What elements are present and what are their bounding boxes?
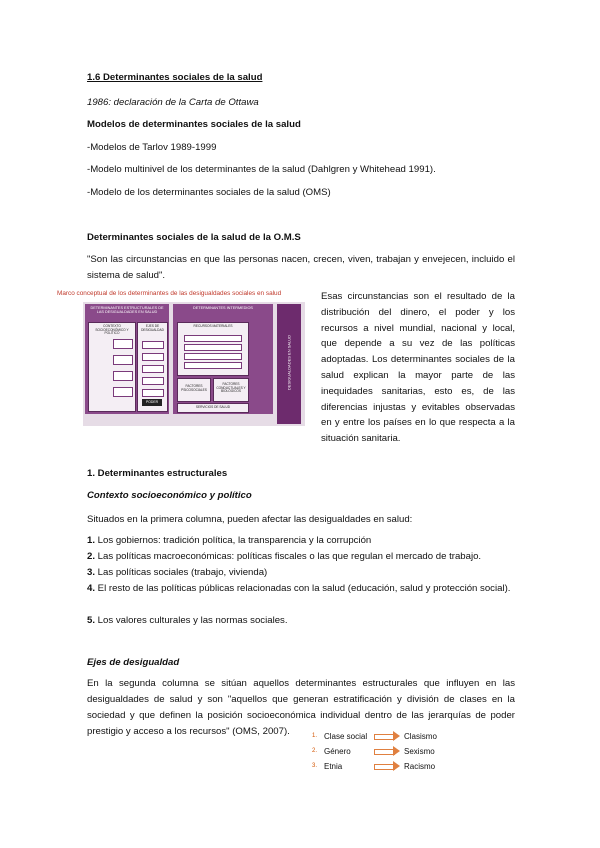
health-inequalities-bar: [277, 304, 301, 424]
behavioral-label: FACTORES CONDUCTUALES Y BIOLÓGICOS: [216, 382, 246, 394]
modelo-item: -Modelo multinivel de los determinantes de la salud (Dahlgren y Whitehead 1991).: [87, 164, 436, 175]
axes-item: [142, 353, 164, 361]
intermediate-column: [173, 304, 273, 414]
behavioral-box: [213, 378, 249, 402]
modelo-item: -Modelo de los determinantes sociales de la salud (OMS): [87, 187, 331, 198]
oms-title: Determinantes sociales de la salud de la O.M.S: [87, 232, 301, 243]
list-item: 2. Las políticas macroeconómicas: políticas fiscales o las que regulan el mercado de trabajo.: [87, 551, 482, 562]
context-box: [88, 322, 136, 412]
resource-item: [184, 362, 242, 369]
structural-column-title: DETERMINANTES ESTRUCTURALES DE LAS DESIGUALDADES EN SALUD: [90, 306, 164, 315]
context-item: [113, 387, 133, 397]
structural-title: 1. Determinantes estructurales: [87, 468, 228, 479]
ottawa-line: 1986: declaración de la Carta de Ottawa: [87, 97, 259, 108]
context-title: Contexto socioeconómico y político: [87, 490, 252, 501]
list-item: 3. Las políticas sociales (trabajo, vivienda): [87, 567, 268, 578]
resource-item: [184, 344, 242, 351]
intermediate-column-title: DETERMINANTES INTERMEDIOS: [193, 306, 253, 310]
axes-diagram: [312, 729, 512, 777]
resource-item: [184, 335, 242, 342]
list-item: 1. Los gobiernos: tradición política, la transparencia y la corrupción: [87, 535, 372, 546]
psychosocial-box: [177, 378, 211, 402]
arrow-right-icon: [374, 747, 400, 755]
arrow-right-icon: [374, 732, 400, 740]
health-inequalities-label: DESIGUALDADES EN SALUD: [286, 334, 292, 391]
axes-item: [142, 341, 164, 349]
section-heading: 1.6 Determinantes sociales de la salud: [87, 72, 263, 83]
axes-row: 3. Etnia Racismo: [312, 761, 436, 771]
figure-side-text: Esas circunstancias son el resultado de la distribución del dinero, el poder y los recursos a nivel mundial, nacional y local, que depende a su vez de las políticas adoptadas. Los determinantes sociales de la salud explican la mayor parte de las inequidades sanitarias, esto es, de las diferencias injustas y evitables observadas en y entre los países en lo que respecta a la situación sanitaria.: [321, 291, 515, 445]
axes-item: [142, 377, 164, 385]
axes-item: [142, 389, 164, 397]
modelo-item: -Modelos de Tarlov 1989-1999: [87, 142, 217, 153]
health-services-label: SERVICIOS DE SALUD: [195, 405, 231, 409]
figure-diagram: [83, 302, 305, 426]
context-label: CONTEXTO SOCIOECONÓMICO Y POLÍTICO: [95, 324, 129, 336]
resource-item: [184, 353, 242, 360]
conceptual-framework-figure: [57, 290, 315, 442]
power-box: PODER: [142, 399, 162, 406]
context-item: [113, 371, 133, 381]
context-item: [113, 339, 133, 349]
material-resources-label: RECURSOS MATERIALES: [193, 324, 233, 328]
axes-row: 2. Género Sexismo: [312, 746, 435, 756]
health-services-box: [177, 403, 249, 413]
oms-quote: "Son las circunstancias en que las personas nacen, crecen, viven, trabajan y envejecen, incluido el sistema de salud".: [87, 254, 515, 281]
axes-item: [142, 365, 164, 373]
list-item: 5. Los valores culturales y las normas sociales.: [87, 615, 288, 626]
axes-label: EJES DE DESIGUALDAD: [141, 324, 164, 332]
list-item: 4. El resto de las políticas públicas relacionadas con la salud (educación, salud y protección social).: [87, 583, 511, 594]
arrow-right-icon: [374, 762, 400, 770]
figure-title: Marco conceptual de los determinantes de las desigualdades sociales en salud: [57, 290, 282, 297]
axes-box: [137, 322, 168, 412]
situados-line: Situados en la primera columna, pueden afectar las desigualdades en salud:: [87, 514, 413, 525]
context-item: [113, 355, 133, 365]
axes-title: Ejes de desigualdad: [87, 657, 180, 668]
modelos-title: Modelos de determinantes sociales de la salud: [87, 119, 301, 130]
axes-paragraph: En la segunda columna se sitúan aquellos determinantes estructurales que influyen en las desigualdades de salud y son "aquellos que generan estratificación y división de clases en la sociedad y que definen la posición socioeconómica individual dentro de las jerarquías de poder prestigio y acceso a los recursos" (OMS, 2007).: [87, 678, 515, 737]
structural-column: [85, 304, 169, 414]
axes-row: 1. Clase social Clasismo: [312, 731, 437, 741]
psychosocial-label: FACTORES PSICOSOCIALES: [181, 384, 207, 392]
material-resources-box: [177, 322, 249, 376]
